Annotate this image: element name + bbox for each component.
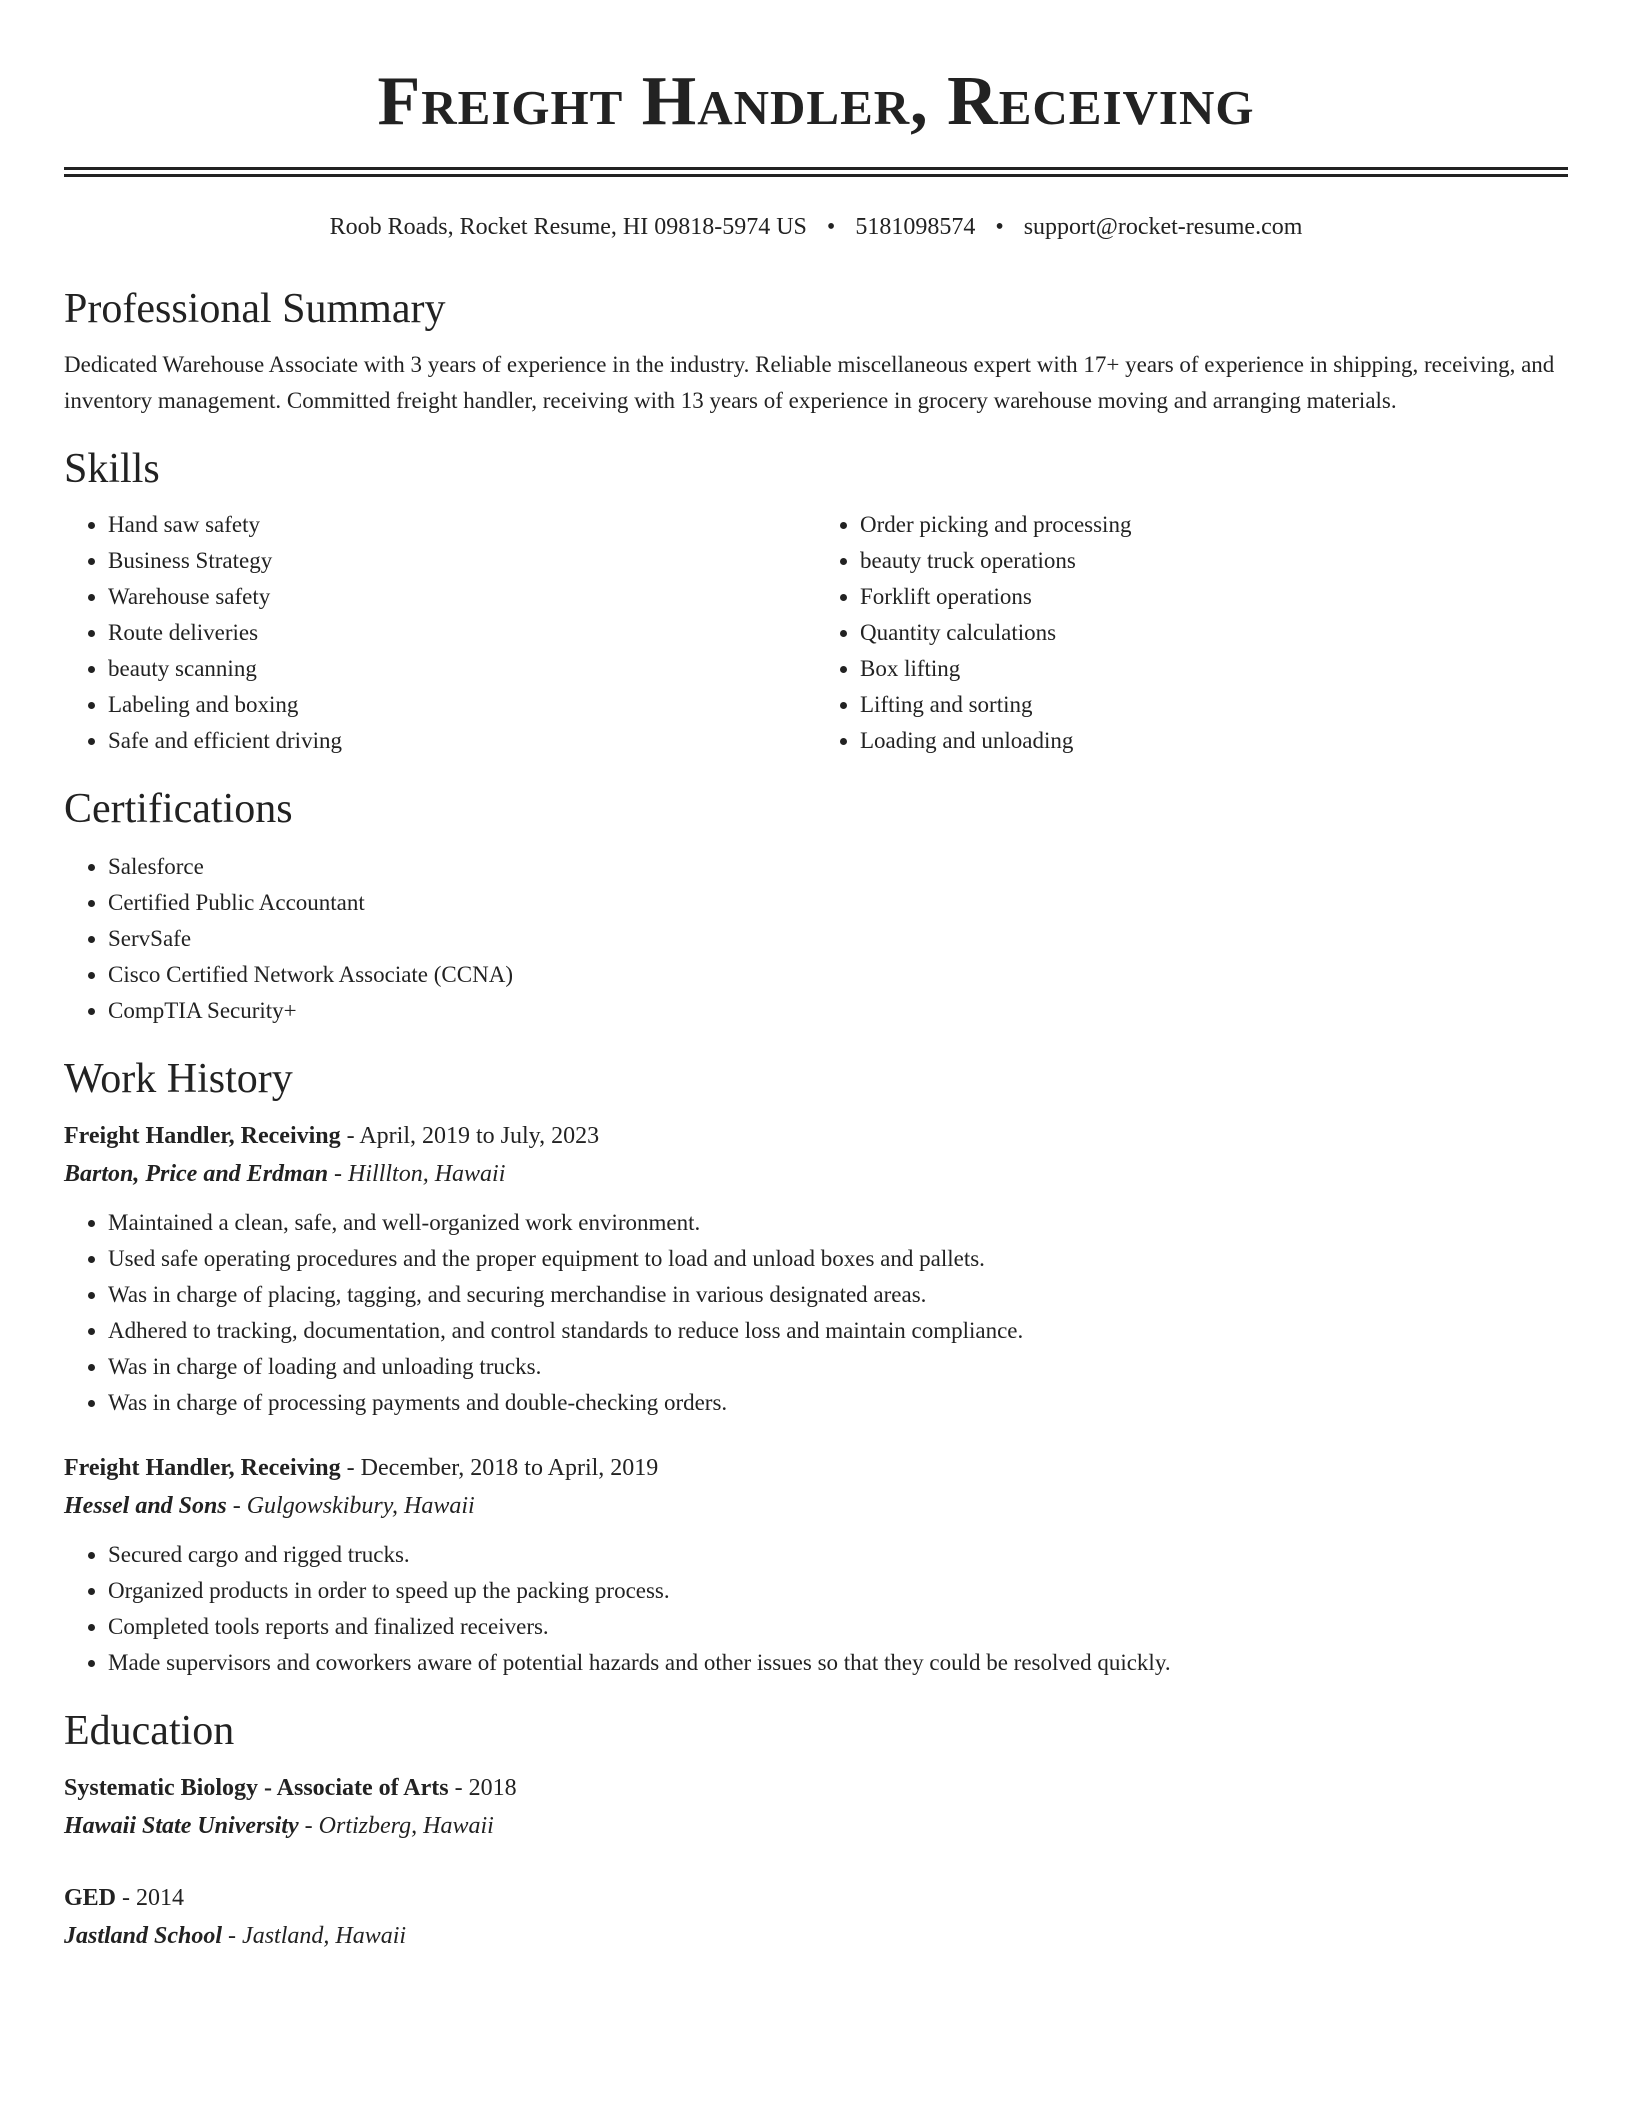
skill-item: • beauty truck operations (860, 543, 1568, 579)
skill-item: • Box lifting (860, 651, 1568, 687)
education-dash: - (116, 1885, 137, 1911)
skill-item: • Order picking and processing (860, 507, 1568, 543)
skill-item: • Hand saw safety (108, 507, 816, 543)
certifications-list (64, 849, 1568, 1029)
education-school-line (64, 1807, 1568, 1845)
education-degree-line (64, 1769, 1568, 1807)
summary-text: Dedicated Warehouse Associate with 3 years of experience in the industry. Reliable miscellaneous expert with 17+ years of experience in shipping, receiving, and inventory management. Committed freight handler, receiving with 13 years of experience in grocery warehouse moving and arranging materials. (64, 352, 1555, 413)
education-dash: - (222, 1923, 243, 1949)
job-duty: • Maintained a clean, safe, and well-organized work environment. (108, 1205, 1568, 1241)
summary-heading: Professional Summary (64, 286, 446, 332)
job-dash: - (340, 1455, 361, 1481)
skill-item: • beauty scanning (108, 651, 816, 687)
education-entry (64, 1879, 1568, 1955)
work-history-heading: Work History (64, 1056, 293, 1102)
certification-item: • Cisco Certified Network Associate (CCNA) (108, 957, 1568, 993)
skills-list-left (64, 507, 816, 759)
skill-item: • Route deliveries (108, 615, 816, 651)
education-degree: Systematic Biology - Associate of Arts (64, 1775, 449, 1801)
education-school-line (64, 1917, 1568, 1955)
skills-list-right (816, 507, 1568, 759)
job-company: Hessel and Sons (64, 1493, 227, 1519)
job-company-line (64, 1487, 1568, 1525)
job-duty: • Completed tools reports and finalized receivers. (108, 1609, 1568, 1645)
job-duty: • Secured cargo and rigged trucks. (108, 1537, 1568, 1573)
certification-item: • Certified Public Accountant (108, 885, 1568, 921)
job-duty: • Made supervisors and coworkers aware of potential hazards and other issues so that they could be resolved quickly. (108, 1645, 1568, 1681)
education-dash: - (448, 1775, 469, 1801)
job-duty: • Used safe operating procedures and the proper equipment to load and unload boxes and pallets. (108, 1241, 1568, 1277)
skill-item: • Lifting and sorting (860, 687, 1568, 723)
job-duty: • Adhered to tracking, documentation, and control standards to reduce loss and maintain compliance. (108, 1313, 1568, 1349)
job-title: Freight Handler, Receiving (64, 1123, 341, 1149)
certification-item: • ServSafe (108, 921, 1568, 957)
skill-item: • Business Strategy (108, 543, 816, 579)
job-title-line (64, 1449, 1568, 1487)
education-year: 2018 (468, 1775, 517, 1801)
skill-item: • Safe and efficient driving (108, 723, 816, 759)
education-location: Jastland, Hawaii (242, 1923, 407, 1949)
job-company-line (64, 1155, 1568, 1193)
contact-phone: 5181098574 (855, 214, 976, 240)
job-dates: December, 2018 to April, 2019 (360, 1455, 659, 1481)
education-heading: Education (64, 1708, 235, 1754)
job-dash: - (328, 1161, 349, 1187)
education-dash: - (298, 1813, 319, 1839)
skills-columns (64, 507, 1568, 759)
education-degree-line (64, 1879, 1568, 1917)
job-location: Hilllton, Hawaii (348, 1161, 506, 1187)
job-duties-list (64, 1537, 1568, 1681)
job-company: Barton, Price and Erdman (64, 1161, 329, 1187)
job-entry (64, 1117, 1568, 1421)
contact-separator: • (995, 214, 1004, 240)
skill-item: • Forklift operations (860, 579, 1568, 615)
skills-heading: Skills (64, 446, 160, 492)
contact-separator: • (826, 214, 836, 240)
skill-item: • Labeling and boxing (108, 687, 816, 723)
job-title-line (64, 1117, 1568, 1155)
job-entry (64, 1449, 1568, 1681)
job-dates: April, 2019 to July, 2023 (359, 1123, 600, 1149)
header-double-rule (64, 167, 1568, 177)
skill-item: • Warehouse safety (108, 579, 816, 615)
certification-item: • CompTIA Security+ (108, 993, 1568, 1029)
job-duties-list (64, 1205, 1568, 1421)
skill-item: • Quantity calculations (860, 615, 1568, 651)
contact-address: Roob Roads, Rocket Resume, HI 09818-5974 US (329, 214, 807, 240)
job-duty: • Organized products in order to speed up the packing process. (108, 1573, 1568, 1609)
job-dash: - (340, 1123, 360, 1149)
job-title: Freight Handler, Receiving (64, 1455, 341, 1481)
job-duty: • Was in charge of processing payments and double-checking orders. (108, 1385, 1568, 1421)
certifications-heading: Certifications (64, 786, 293, 832)
job-dash: - (226, 1493, 247, 1519)
education-year: 2014 (136, 1885, 185, 1911)
education-location: Ortizberg, Hawaii (318, 1813, 494, 1839)
contact-email: support@rocket-resume.com (1023, 214, 1303, 240)
education-school: Jastland School (64, 1923, 223, 1949)
contact-line (64, 211, 1568, 243)
education-school: Hawaii State University (64, 1813, 299, 1839)
job-location: Gulgowskibury, Hawaii (246, 1493, 475, 1519)
education-entry (64, 1769, 1568, 1845)
skill-item: • Loading and unloading (860, 723, 1568, 759)
job-duty: • Was in charge of placing, tagging, and securing merchandise in various designated areas. (108, 1277, 1568, 1313)
education-degree: GED (64, 1885, 117, 1911)
job-duty: • Was in charge of loading and unloading trucks. (108, 1349, 1568, 1385)
resume-name: Freight Handler, Receiving (377, 63, 1255, 140)
certification-item: • Salesforce (108, 849, 1568, 885)
